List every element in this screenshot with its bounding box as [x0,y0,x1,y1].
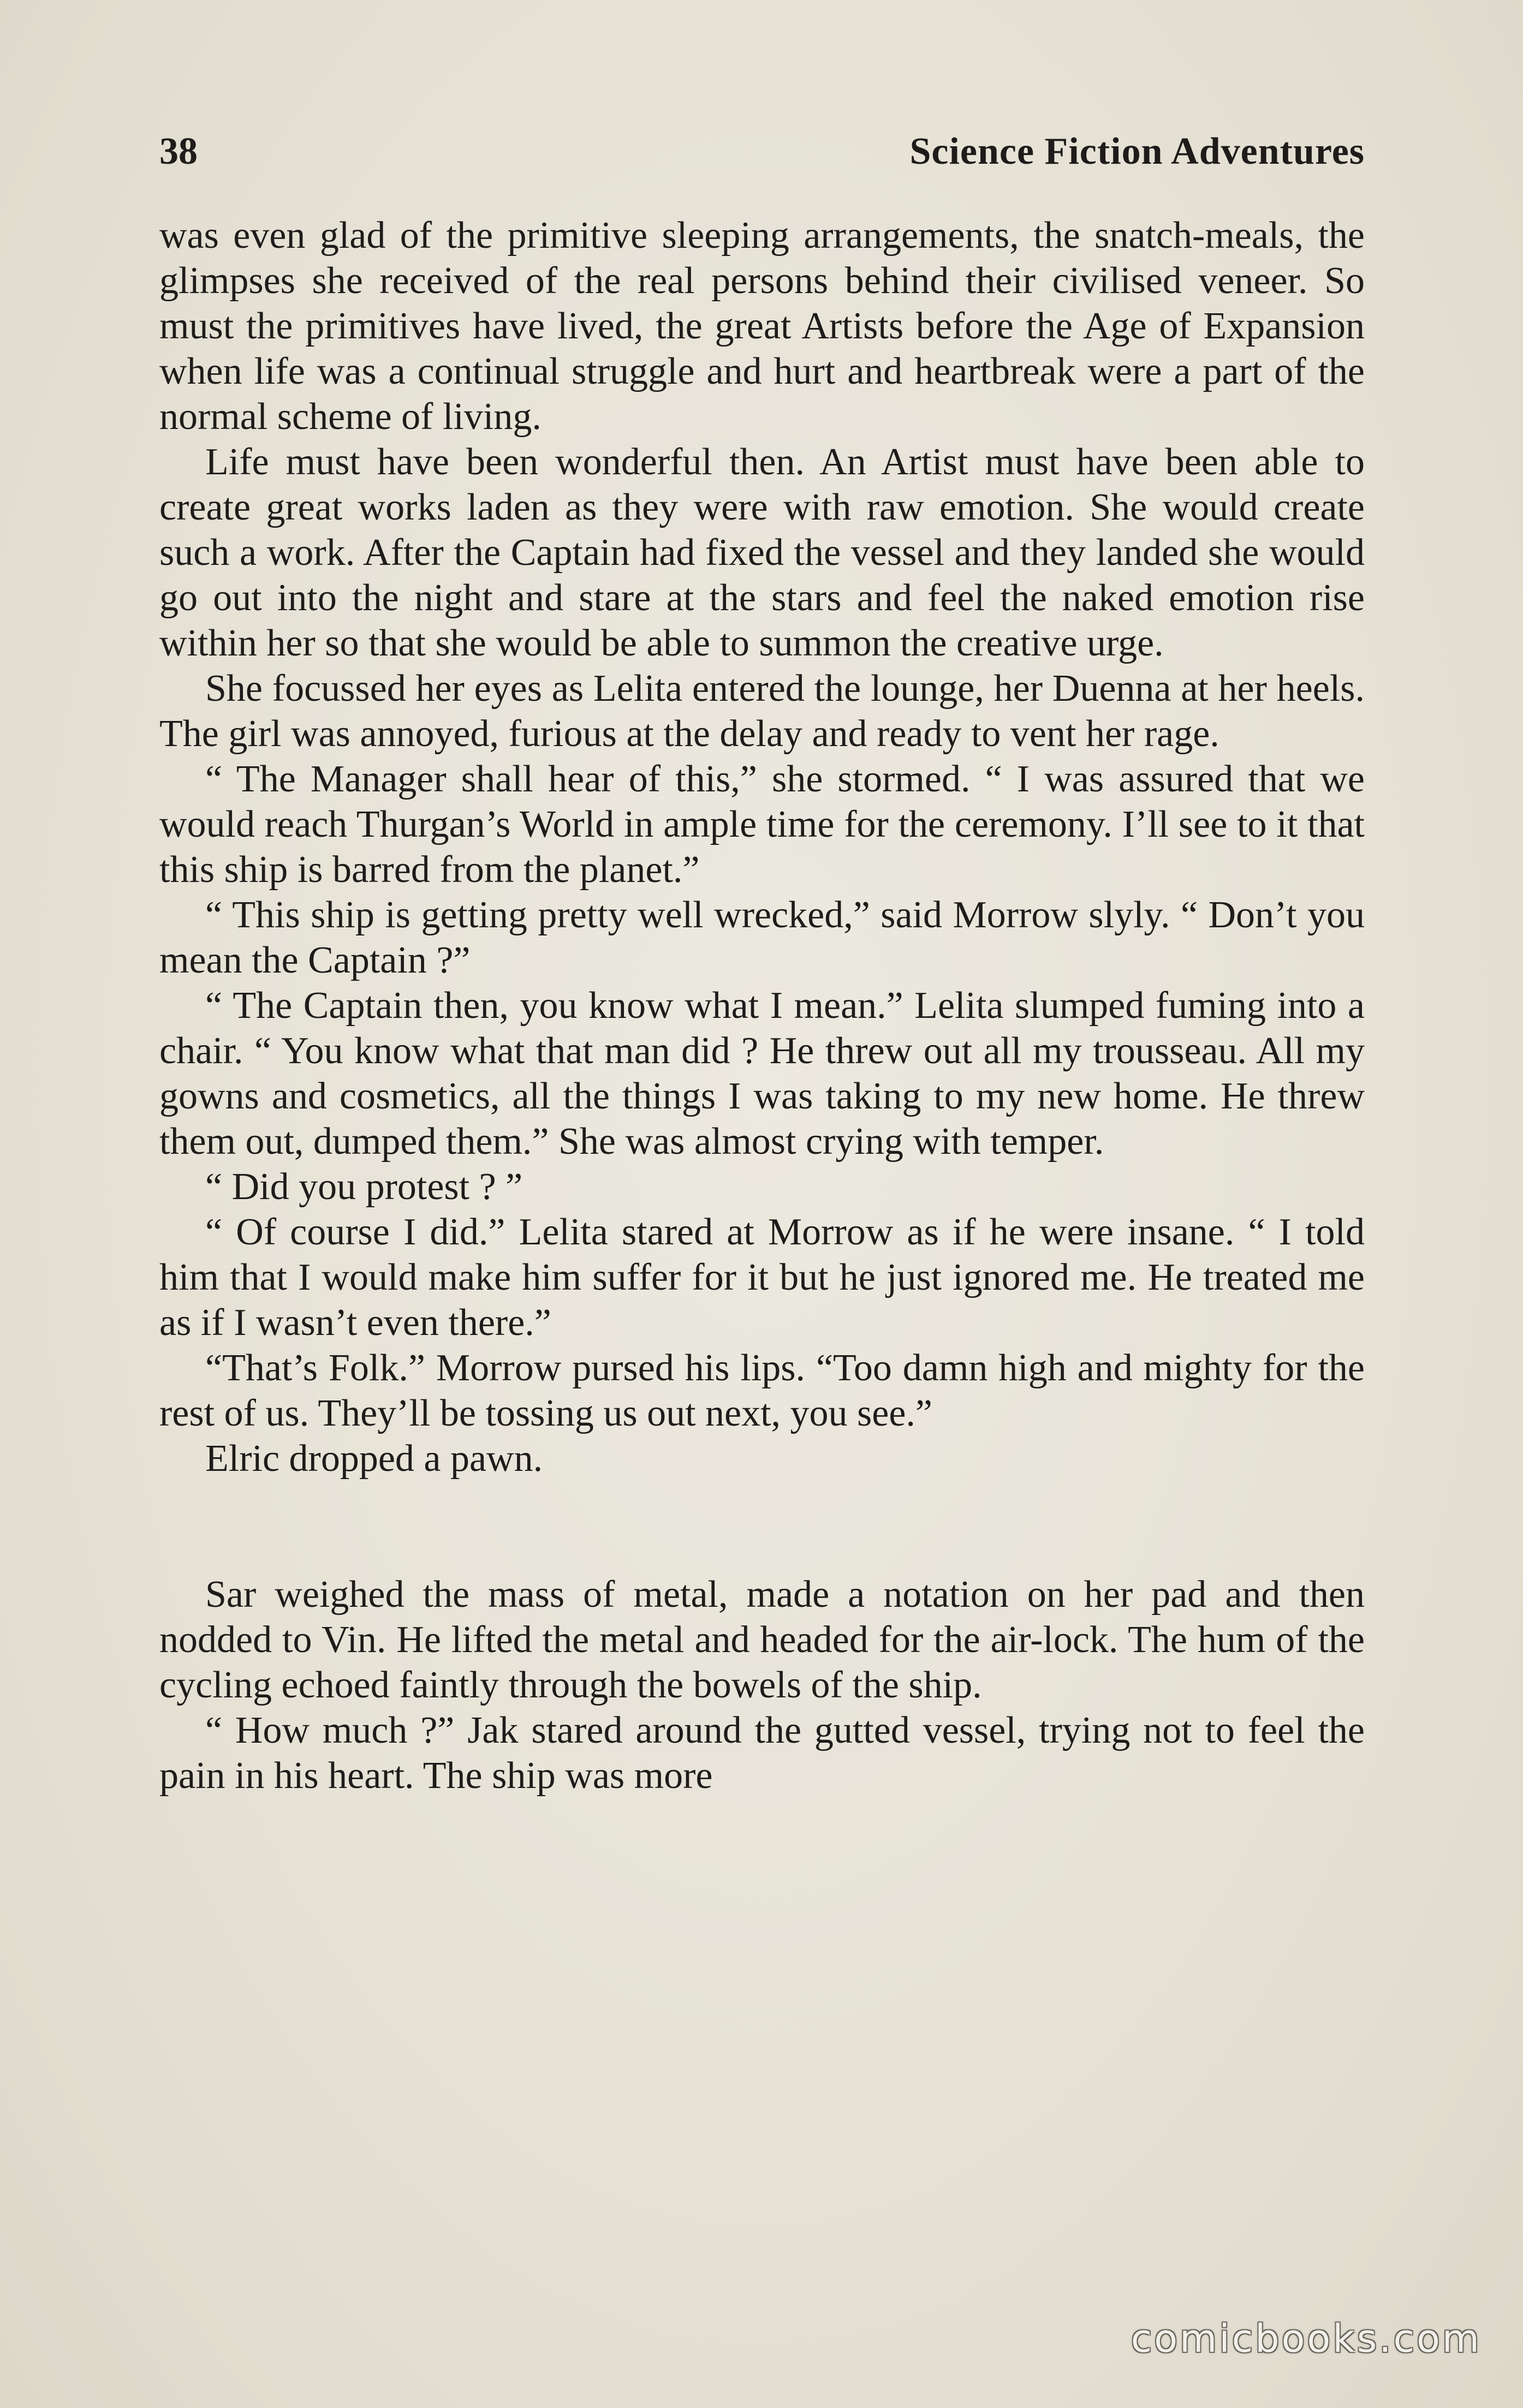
paragraph: Elric dropped a pawn. [205,1438,543,1480]
paragraph: She focussed her eyes as Lelita entered the lounge, her Duenna at her heels. The girl was annoyed, furious at the delay and ready to vent her rage. [159,667,1365,755]
paragraph: “ The Captain then, you know what I mean.” Lelita slumped fuming into a chair. “ You know what that man did ? He threw out all my trousseau. All my gowns and cosmetics, all the things I was taking to my new home. He threw them out, dumped them.” She was almost crying with temper. [159,985,1365,1163]
paragraph: was even glad of the primitive sleeping arrangements, the snatch-meals, the glimpses she received of the real persons behind their civilised veneer. So must the primitives have lived, the great Artists before the Age of Expansion when life was a continual struggle and hurt and heartbreak were a part of the normal scheme of living. [159,214,1365,438]
paragraph: “That’s Folk.” Morrow pursed his lips. “Too damn high and mighty for the rest of us. They’ll be tossing us out next, you see.” [159,1347,1365,1434]
paragraph: Sar weighed the mass of metal, made a notation on her pad and then nodded to Vin. He lifted the metal and headed for the air-lock. The hum of the cycling echoed faintly through the bowels of the ship. [159,1573,1365,1706]
watermark: comicbooks.com [1131,2316,1482,2361]
paragraph: “ Did you protest ? ” [205,1166,523,1208]
page-number: 38 [159,130,198,172]
paragraph: “ The Manager shall hear of this,” she stormed. “ I was assured that we would reach Thurgan’s World in ample time for the ceremony. I’ll see to it that this ship is barred from the planet.” [159,758,1365,891]
paragraph: “ Of course I did.” Lelita stared at Morrow as if he were insane. “ I told him that I would make him suffer for it but he just ignored me. He treated me as if I wasn’t even there.” [159,1211,1365,1344]
paragraph: “ This ship is getting pretty well wrecked,” said Morrow slyly. “ Don’t you mean the Captain ?” [159,894,1365,981]
page-header [159,119,1365,184]
body-text [159,213,1365,1798]
paragraph: Life must have been wonderful then. An Artist must have been able to create great works laden as they were with raw emotion. She would create such a work. After the Captain had fixed the vessel and they landed she would go out into the night and stare at the stars and feel the naked emotion rise within her so that she would be able to summon the creative urge. [159,441,1365,664]
paragraph: “ How much ?” Jak stared around the gutted vessel, trying not to feel the pain in his heart. The ship was more [159,1709,1365,1797]
running-head-title: Science Fiction Adventures [909,130,1365,172]
